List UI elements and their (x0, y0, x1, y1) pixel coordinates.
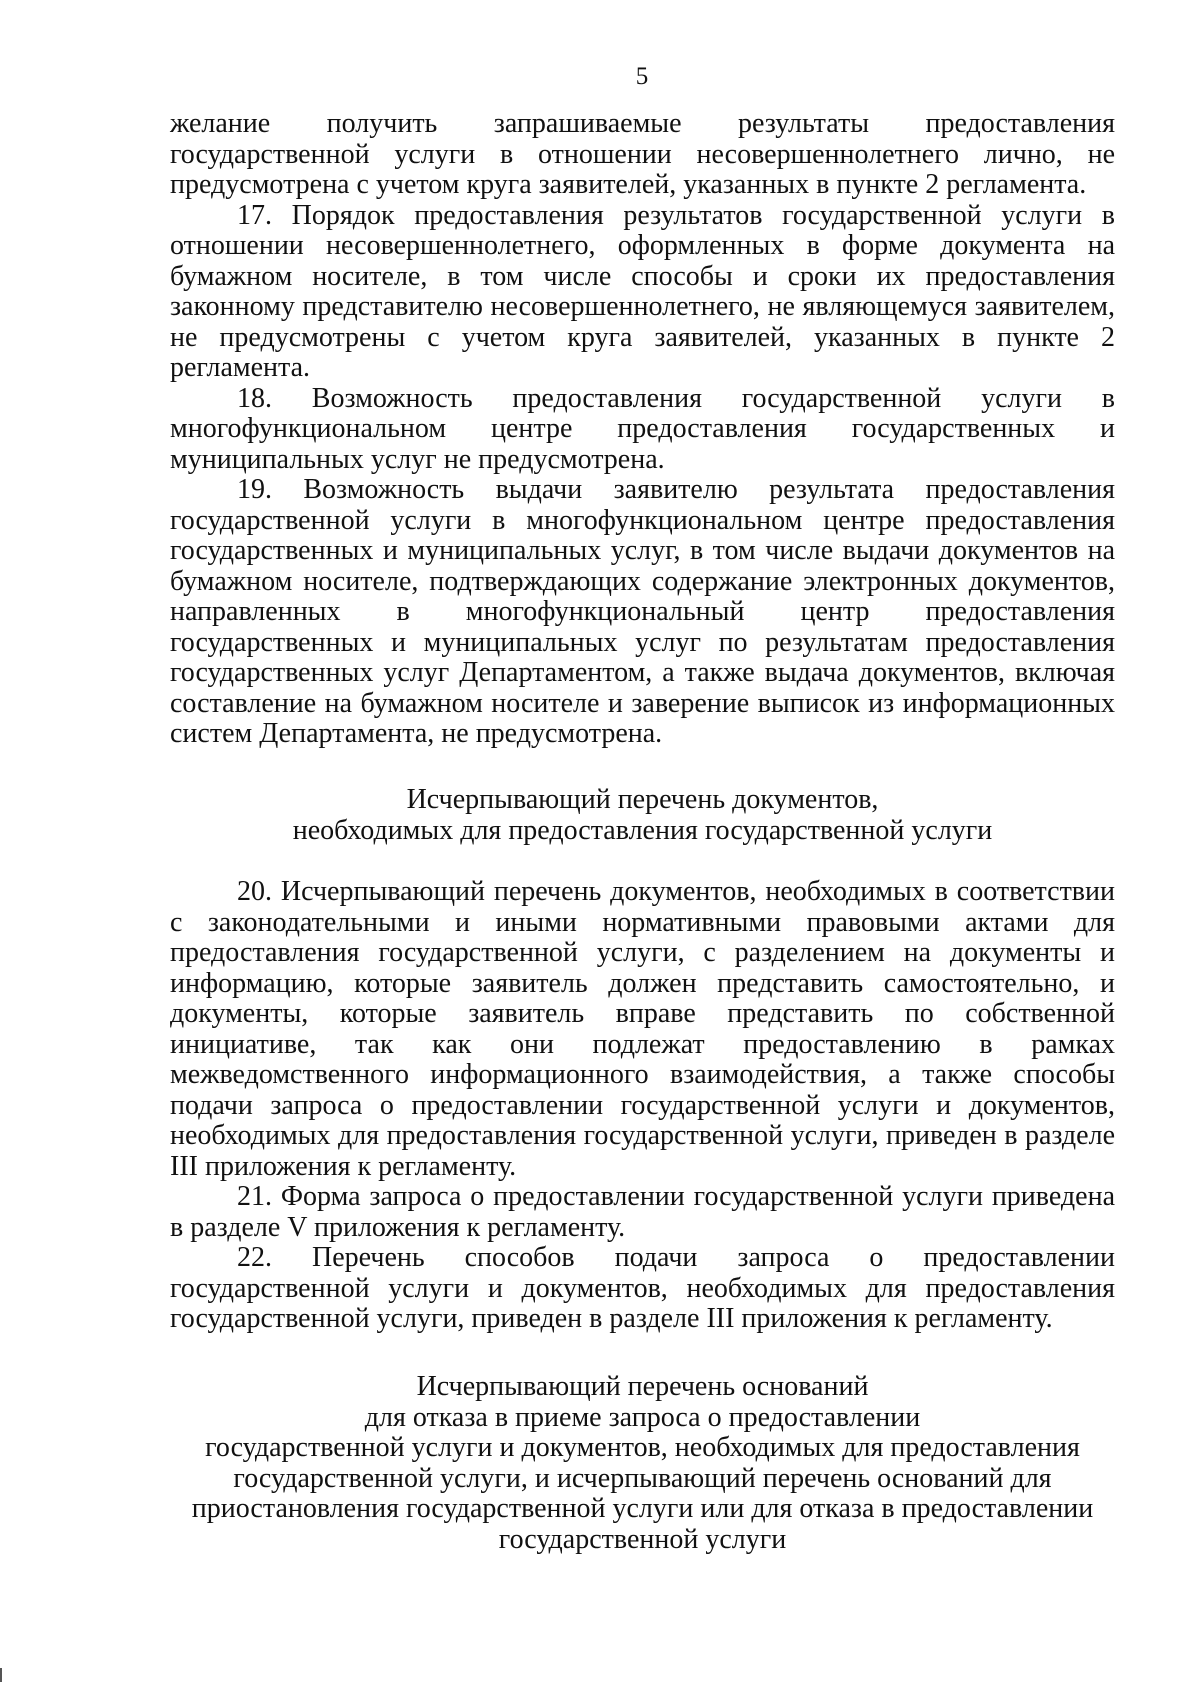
heading-line: необходимых для предоставления государственной услуги (292, 814, 993, 846)
heading-line: Исчерпывающий перечень документов, (406, 784, 879, 815)
heading-line: государственной услуги и документов, необходимых для предоставления (205, 1432, 1080, 1463)
section-heading-refusal-grounds (170, 1372, 1115, 1555)
body-section-1 (170, 109, 1115, 750)
heading-line: государственной услуги, и исчерпывающий перечень оснований для (233, 1462, 1052, 1494)
section-heading-documents (170, 785, 1115, 846)
page-number: 5 (635, 63, 649, 90)
paragraph-18: 18. Возможность предоставления государственной услуги в многофункциональном центре предоставления государственных и муниципальных услуг не предусмотрена. (170, 382, 1115, 475)
paragraph-22: 22. Перечень способов подачи запроса о предоставлении государственной услуги и документов, необходимых для предоставления государственной услуги, приведен в разделе III приложения к регламенту. (170, 1242, 1115, 1334)
paragraph-17: 17. Порядок предоставления результатов государственной услуги в отношении несовершеннолетнего, оформленных в форме документа на бумажном носителе, в том числе способы и сроки их предоставления законному представителю несовершеннолетнего, не являющемуся заявителем, не предусмотрены с учетом круга заявителей, указанных в пункте 2 регламента. (170, 199, 1115, 383)
scan-edge-mark (0, 1668, 2, 1682)
paragraph-20: 20. Исчерпывающий перечень документов, необходимых в соответствии с законодательными и иными нормативными правовыми актами для предоставления государственной услуги, с разделением на документы и информацию, которые заявитель должен представить самостоятельно, и документы, которые заявитель вправе представить по собственной инициативе, так как они подлежат предоставлению в рамках межведомственного информационного взаимодействия, а также способы подачи запроса о предоставлении государственной услуги и документов, необходимых для предоставления государственной услуги, приведен в разделе III приложения к регламенту. (170, 876, 1115, 1182)
paragraph-19: 19. Возможность выдачи заявителю результата предоставления государственной услуги в многофункциональном центре предоставления государственных и муниципальных услуг, в том числе выдачи документов на бумажном носителе, подтверждающих содержание электронных документов, направленных в многофункциональный центр предоставления государственных и муниципальных услуг по результатам предоставления государственных услуг Департаментом, а также выдача документов, включая составление на бумажном носителе и заверение выписок из информационных систем Департамента, не предусмотрена. (170, 474, 1115, 749)
paragraph-21: 21. Форма запроса о предоставлении государственной услуги приведена в разделе V приложения к регламенту. (170, 1181, 1115, 1243)
heading-line: Исчерпывающий перечень оснований (416, 1371, 869, 1402)
body-section-2 (170, 877, 1115, 1335)
heading-line: для отказа в приеме запроса о предоставлении (364, 1401, 921, 1433)
heading-line: государственной услуги (498, 1523, 787, 1555)
paragraph-continuation: желание получить запрашиваемые результаты предоставления государственной услуги в отношении несовершеннолетнего лично, не предусмотрена с учетом круга заявителей, указанных в пункте 2 регламента. (170, 108, 1115, 200)
heading-line: приостановления государственной услуги или для отказа в предоставлении (191, 1493, 1094, 1524)
